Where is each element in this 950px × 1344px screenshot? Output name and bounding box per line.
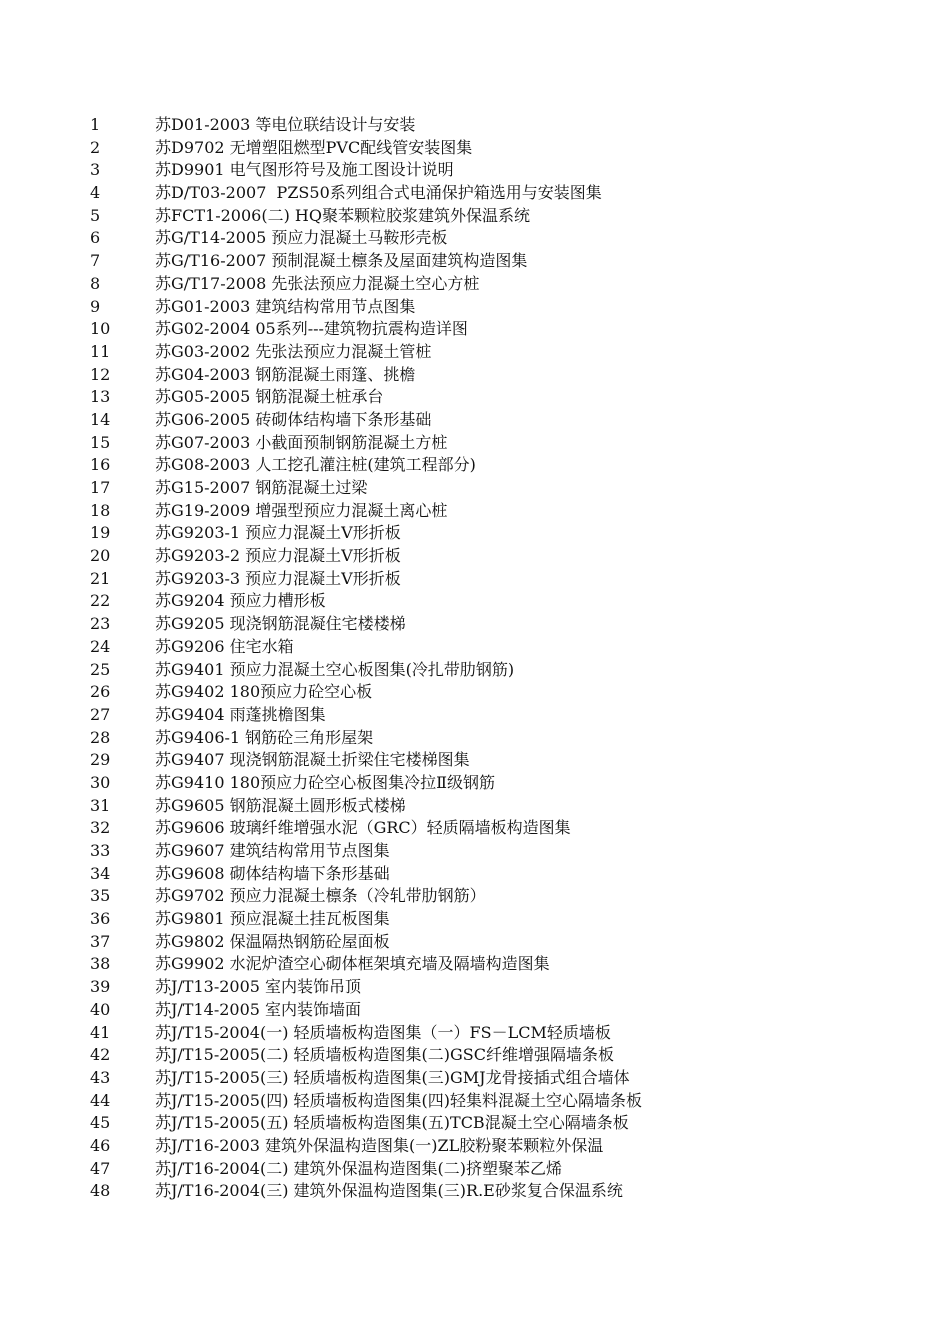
- list-item: [0, 114, 950, 137]
- item-number: 22: [90, 591, 111, 611]
- item-title: 苏G9902 水泥炉渣空心砌体框架填充墙及隔墙构造图集: [155, 954, 550, 974]
- list-item: [0, 545, 950, 568]
- item-number: 38: [90, 954, 111, 974]
- list-item: [0, 999, 950, 1022]
- item-number: 20: [90, 546, 111, 566]
- list-item: [0, 885, 950, 908]
- item-number: 19: [90, 523, 111, 543]
- item-number: 32: [90, 818, 111, 838]
- item-title: 苏G/T16-2007 预制混凝土檩条及屋面建筑构造图集: [155, 251, 528, 271]
- list-item: [0, 953, 950, 976]
- list-item: [0, 749, 950, 772]
- list-item: [0, 364, 950, 387]
- list-item: [0, 1022, 950, 1045]
- item-number: 7: [90, 251, 101, 271]
- item-number: 11: [90, 341, 111, 361]
- item-title: 苏G9802 保温隔热钢筋砼屋面板: [155, 931, 390, 951]
- item-title: 苏G19-2009 增强型预应力混凝土离心桩: [155, 500, 448, 520]
- item-title: 苏G9404 雨蓬挑檐图集: [155, 704, 326, 724]
- list-item: [0, 159, 950, 182]
- item-title: 苏G9204 预应力槽形板: [155, 591, 326, 611]
- item-title: 苏G04-2003 钢筋混凝土雨篷、挑檐: [155, 364, 416, 384]
- item-title: 苏D01-2003 等电位联结设计与安装: [155, 115, 416, 134]
- list-item: [0, 636, 950, 659]
- list-item: [0, 522, 950, 545]
- list-item: [0, 772, 950, 795]
- item-title: 苏G15-2007 钢筋混凝土过梁: [155, 478, 368, 497]
- item-number: 43: [90, 1067, 111, 1087]
- item-title: 苏G9205 现浇钢筋混凝住宅楼楼梯: [155, 614, 406, 634]
- item-number: 1: [90, 115, 101, 134]
- item-title: 苏J/T16-2003 建筑外保温构造图集(一)ZL胶粉聚苯颗粒外保温: [155, 1135, 604, 1155]
- list-item: [0, 1044, 950, 1067]
- list-item: [0, 908, 950, 931]
- list-item: [0, 590, 950, 613]
- list-item: [0, 1135, 950, 1158]
- list-item: [0, 795, 950, 818]
- item-number: 8: [90, 273, 101, 293]
- item-title: 苏G08-2003 人工挖孔灌注桩(建筑工程部分): [155, 455, 476, 475]
- item-number: 24: [90, 636, 111, 656]
- item-number: 15: [90, 432, 111, 452]
- list-item: [0, 454, 950, 477]
- item-number: 14: [90, 409, 111, 429]
- list-item: [0, 976, 950, 999]
- item-title: 苏G9401 预应力混凝土空心板图集(冷扎带肋钢筋): [155, 659, 515, 679]
- item-title: 苏G9203-1 预应力混凝土V形折板: [155, 523, 401, 543]
- list-item: [0, 1158, 950, 1181]
- item-title: 苏G05-2005 钢筋混凝土桩承台: [155, 387, 384, 407]
- item-number: 25: [90, 659, 111, 679]
- list-item: [0, 1112, 950, 1135]
- list-item: [0, 727, 950, 750]
- list-item: [0, 500, 950, 523]
- item-number: 23: [90, 614, 111, 634]
- item-title: 苏J/T15-2005(五) 轻质墙板构造图集(五)TCB混凝土空心隔墙条板: [155, 1113, 629, 1133]
- list-item: [0, 477, 950, 500]
- item-title: 苏G9608 砌体结构墙下条形基础: [155, 863, 390, 883]
- item-title: 苏G06-2005 砖砌体结构墙下条形基础: [155, 409, 432, 429]
- item-title: 苏G9203-3 预应力混凝土V形折板: [155, 568, 401, 588]
- item-title: 苏J/T15-2005(四) 轻质墙板构造图集(四)轻集料混凝土空心隔墙条板: [155, 1090, 643, 1110]
- item-title: 苏J/T15-2005(二) 轻质墙板构造图集(二)GSC纤维增强隔墙条板: [155, 1045, 615, 1065]
- list-item: [0, 681, 950, 704]
- item-number: 10: [90, 319, 111, 339]
- item-title: 苏D9901 电气图形符号及施工图设计说明: [155, 160, 454, 180]
- list-item: [0, 205, 950, 228]
- item-number: 29: [90, 750, 111, 770]
- item-number: 45: [90, 1113, 111, 1133]
- item-number: 34: [90, 863, 111, 883]
- list-item: [0, 250, 950, 273]
- list-item: [0, 817, 950, 840]
- list-item: [0, 659, 950, 682]
- list-item: [0, 1067, 950, 1090]
- item-number: 16: [90, 455, 111, 475]
- item-title: 苏G9702 预应力混凝土檩条（冷轧带肋钢筋）: [155, 886, 486, 906]
- list-item: [0, 931, 950, 954]
- list-item: [0, 386, 950, 409]
- item-number: 40: [90, 999, 111, 1019]
- item-number: 47: [90, 1158, 111, 1178]
- list-item: [0, 273, 950, 296]
- standards-list: [0, 114, 950, 1203]
- item-title: 苏G/T14-2005 预应力混凝土马鞍形壳板: [155, 228, 448, 248]
- list-item: [0, 1180, 950, 1203]
- item-title: 苏G07-2003 小截面预制钢筋混凝土方桩: [155, 432, 448, 452]
- item-title: 苏G02-2004 05系列---建筑物抗震构造详图: [155, 319, 468, 339]
- item-number: 21: [90, 568, 111, 588]
- item-number: 44: [90, 1090, 111, 1110]
- item-title: 苏G9206 住宅水箱: [155, 636, 294, 656]
- item-number: 26: [90, 682, 111, 702]
- item-title: 苏G9606 玻璃纤维增强水泥（GRC）轻质隔墙板构造图集: [155, 818, 571, 838]
- item-number: 2: [90, 137, 101, 157]
- item-title: 苏G9407 现浇钢筋混凝土折梁住宅楼梯图集: [155, 750, 470, 770]
- item-title: 苏J/T15-2005(三) 轻质墙板构造图集(三)GMJ龙骨接插式组合墙体: [155, 1067, 630, 1087]
- item-title: 苏G/T17-2008 先张法预应力混凝土空心方桩: [155, 273, 480, 293]
- list-item: [0, 341, 950, 364]
- item-title: 苏G03-2002 先张法预应力混凝土管桩: [155, 341, 432, 361]
- item-number: 4: [90, 183, 101, 203]
- item-title: 苏J/T16-2004(三) 建筑外保温构造图集(三)R.E砂浆复合保温系统: [155, 1181, 623, 1201]
- list-item: [0, 1090, 950, 1113]
- item-number: 41: [90, 1022, 111, 1042]
- item-number: 27: [90, 704, 111, 724]
- item-title: 苏J/T16-2004(二) 建筑外保温构造图集(二)挤塑聚苯乙烯: [155, 1158, 563, 1178]
- item-number: 31: [90, 795, 111, 815]
- item-number: 9: [90, 296, 101, 316]
- item-title: 苏D9702 无增塑阻燃型PVC配线管安装图集: [155, 137, 473, 157]
- list-item: [0, 182, 950, 205]
- list-item: [0, 318, 950, 341]
- item-number: 13: [90, 387, 111, 407]
- item-number: 36: [90, 909, 111, 929]
- item-number: 35: [90, 886, 111, 906]
- item-number: 18: [90, 500, 111, 520]
- item-title: 苏G9801 预应混凝土挂瓦板图集: [155, 909, 390, 929]
- item-title: 苏J/T15-2004(一) 轻质墙板构造图集（一）FS－LCM轻质墙板: [155, 1022, 611, 1042]
- item-title: 苏J/T13-2005 室内装饰吊顶: [155, 977, 362, 997]
- list-item: [0, 227, 950, 250]
- list-item: [0, 432, 950, 455]
- item-number: 33: [90, 841, 111, 860]
- item-number: 42: [90, 1045, 111, 1065]
- item-number: 28: [90, 727, 111, 747]
- item-title: 苏D/T03-2007 PZS50系列组合式电涌保护箱选用与安装图集: [155, 183, 602, 203]
- list-item: [0, 704, 950, 727]
- list-item: [0, 137, 950, 160]
- item-number: 12: [90, 364, 111, 384]
- item-title: 苏G9203-2 预应力混凝土V形折板: [155, 546, 401, 566]
- item-title: 苏J/T14-2005 室内装饰墙面: [155, 999, 362, 1019]
- item-title: 苏G9607 建筑结构常用节点图集: [155, 841, 390, 860]
- item-number: 39: [90, 977, 111, 997]
- item-number: 37: [90, 931, 111, 951]
- list-item: [0, 568, 950, 591]
- item-title: 苏G9402 180预应力砼空心板: [155, 682, 373, 702]
- item-number: 6: [90, 228, 101, 248]
- item-title: 苏G9410 180预应力砼空心板图集冷拉Ⅱ级钢筋: [155, 772, 496, 792]
- item-title: 苏FCT1-2006(二) HQ聚苯颗粒胶浆建筑外保温系统: [155, 205, 530, 225]
- item-number: 3: [90, 160, 101, 180]
- item-number: 17: [90, 478, 111, 497]
- list-item: [0, 840, 950, 863]
- item-title: 苏G9406-1 钢筋砼三角形屋架: [155, 727, 374, 747]
- item-number: 48: [90, 1181, 111, 1201]
- item-title: 苏G9605 钢筋混凝土圆形板式楼梯: [155, 795, 406, 815]
- list-item: [0, 409, 950, 432]
- item-number: 5: [90, 205, 101, 225]
- list-item: [0, 863, 950, 886]
- item-title: 苏G01-2003 建筑结构常用节点图集: [155, 296, 416, 316]
- list-item: [0, 296, 950, 319]
- item-number: 46: [90, 1135, 111, 1155]
- item-number: 30: [90, 772, 111, 792]
- list-item: [0, 613, 950, 636]
